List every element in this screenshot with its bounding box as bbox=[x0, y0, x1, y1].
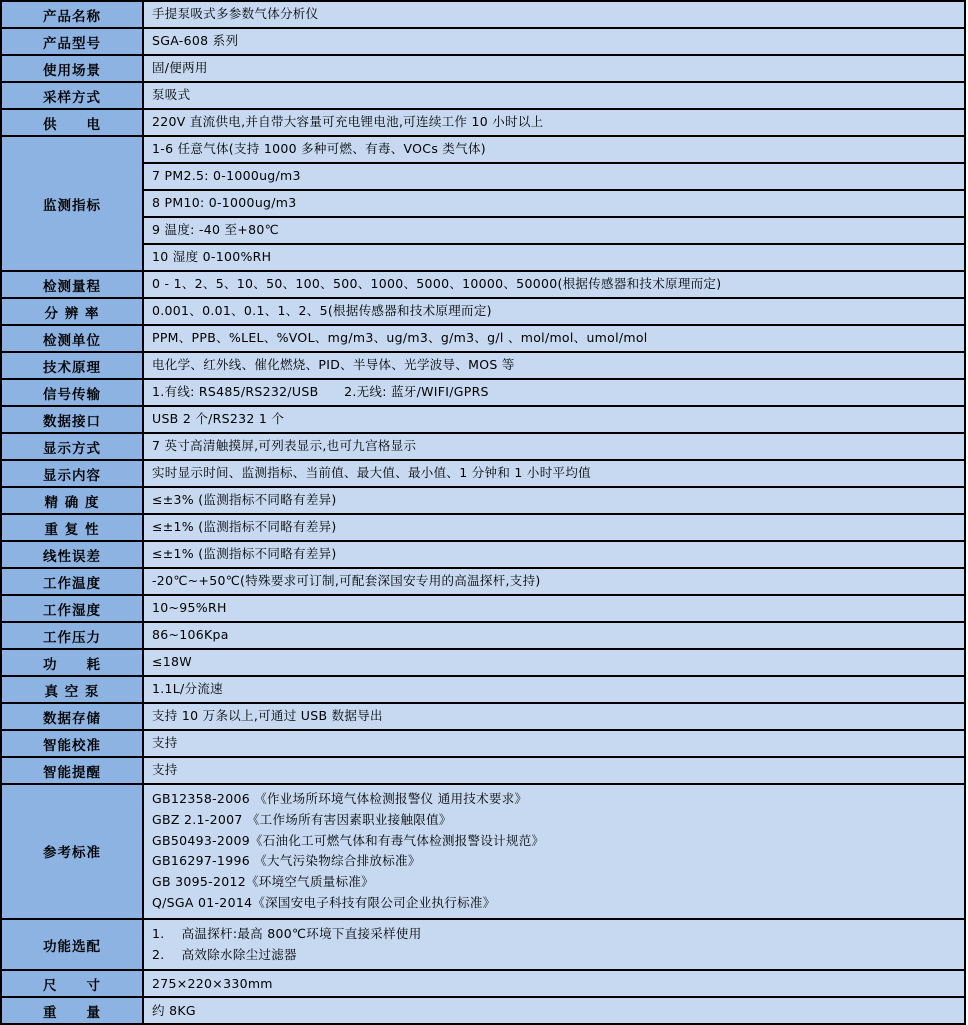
spec-value-cell: 手提泵吸式多参数气体分析仪 bbox=[143, 1, 965, 28]
spec-row bbox=[1, 541, 965, 568]
spec-row bbox=[1, 271, 965, 298]
spec-value-cell: PPM、PPB、%LEL、%VOL、mg/m3、ug/m3、g/m3、g/l 、mol/mol、umol/mol bbox=[143, 325, 965, 352]
spec-row-label: 工作温度 bbox=[1, 568, 143, 595]
spec-value-cell: 1.1L/分流速 bbox=[143, 676, 965, 703]
spec-row bbox=[1, 298, 965, 325]
spec-row bbox=[1, 595, 965, 622]
spec-row bbox=[1, 55, 965, 82]
spec-row-label: 产品名称 bbox=[1, 1, 143, 28]
spec-value-line: 2. 高效除水除尘过滤器 bbox=[152, 946, 297, 962]
spec-sub-row bbox=[1, 217, 965, 244]
spec-sub-row bbox=[1, 136, 965, 163]
spec-value-cell: SGA-608 系列 bbox=[143, 28, 965, 55]
spec-value-cell: ≤±3% (监测指标不同略有差异) bbox=[143, 487, 965, 514]
spec-row bbox=[1, 460, 965, 487]
spec-row-label: 产品型号 bbox=[1, 28, 143, 55]
spec-row bbox=[1, 109, 965, 136]
spec-value-cell: 约 8KG bbox=[143, 997, 965, 1024]
spec-row-label: 分 辨 率 bbox=[1, 298, 143, 325]
spec-row bbox=[1, 622, 965, 649]
spec-sub-row bbox=[1, 244, 965, 271]
spec-row-label: 功 耗 bbox=[1, 649, 143, 676]
spec-value-line: 1. 高温探杆:最高 800℃环境下直接采样使用 bbox=[152, 925, 422, 941]
spec-row bbox=[1, 703, 965, 730]
spec-row bbox=[1, 649, 965, 676]
spec-value-cell: 7 英寸高清触摸屏,可列表显示,也可九宫格显示 bbox=[143, 433, 965, 460]
spec-row bbox=[1, 379, 965, 406]
spec-value-cell: 220V 直流供电,并自带大容量可充电锂电池,可连续工作 10 小时以上 bbox=[143, 109, 965, 136]
spec-value-cell: 8 PM10: 0-1000ug/m3 bbox=[143, 190, 965, 217]
spec-value-cell bbox=[143, 784, 965, 919]
spec-value-cell: ≤±1% (监测指标不同略有差异) bbox=[143, 541, 965, 568]
spec-row-label: 信号传输 bbox=[1, 379, 143, 406]
spec-row-label: 数据存储 bbox=[1, 703, 143, 730]
spec-value-cell: 7 PM2.5: 0-1000ug/m3 bbox=[143, 163, 965, 190]
spec-row bbox=[1, 325, 965, 352]
spec-row bbox=[1, 406, 965, 433]
spec-row bbox=[1, 757, 965, 784]
spec-row-label: 显示内容 bbox=[1, 460, 143, 487]
spec-value-cell: 1-6 任意气体(支持 1000 多种可燃、有毒、VOCs 类气体) bbox=[143, 136, 965, 163]
spec-value-cell: -20℃~+50℃(特殊要求可订制,可配套深国安专用的高温探杆,支持) bbox=[143, 568, 965, 595]
spec-value-cell: 0.001、0.01、0.1、1、2、5(根据传感器和技术原理而定) bbox=[143, 298, 965, 325]
spec-value-line: GB 3095-2012《环境空气质量标准》 bbox=[152, 874, 374, 890]
spec-sub-row bbox=[1, 163, 965, 190]
spec-row bbox=[1, 1, 965, 28]
spec-value-cell: 10 湿度 0-100%RH bbox=[143, 244, 965, 271]
spec-row-label: 真 空 泵 bbox=[1, 676, 143, 703]
spec-row-label: 智能校准 bbox=[1, 730, 143, 757]
spec-row bbox=[1, 919, 965, 971]
spec-value-cell: 0 - 1、2、5、10、50、100、500、1000、5000、10000、50000(根据传感器和技术原理而定) bbox=[143, 271, 965, 298]
spec-row-label: 精 确 度 bbox=[1, 487, 143, 514]
spec-value-cell: 支持 bbox=[143, 730, 965, 757]
spec-row bbox=[1, 82, 965, 109]
spec-row-label: 数据接口 bbox=[1, 406, 143, 433]
spec-row-label: 工作湿度 bbox=[1, 595, 143, 622]
spec-row-label: 功能选配 bbox=[1, 919, 143, 971]
spec-row bbox=[1, 730, 965, 757]
spec-value-cell: 泵吸式 bbox=[143, 82, 965, 109]
spec-row bbox=[1, 487, 965, 514]
spec-row bbox=[1, 970, 965, 997]
spec-value-cell: ≤18W bbox=[143, 649, 965, 676]
spec-row bbox=[1, 352, 965, 379]
spec-value-cell: ≤±1% (监测指标不同略有差异) bbox=[143, 514, 965, 541]
spec-row-label: 重 复 性 bbox=[1, 514, 143, 541]
spec-row bbox=[1, 433, 965, 460]
spec-value-cell: 1.有线: RS485/RS232/USB 2.无线: 蓝牙/WIFI/GPRS bbox=[143, 379, 965, 406]
spec-value-cell: 275×220×330mm bbox=[143, 970, 965, 997]
spec-value-cell: 支持 bbox=[143, 757, 965, 784]
spec-value-line: GB50493-2009《石油化工可燃气体和有毒气体检测报警设计规范》 bbox=[152, 832, 545, 848]
spec-row-label: 线性误差 bbox=[1, 541, 143, 568]
spec-value-cell: 实时显示时间、监测指标、当前值、最大值、最小值、1 分钟和 1 小时平均值 bbox=[143, 460, 965, 487]
spec-row bbox=[1, 997, 965, 1024]
spec-row-label: 智能提醒 bbox=[1, 757, 143, 784]
spec-sub-row bbox=[1, 190, 965, 217]
spec-row-label: 技术原理 bbox=[1, 352, 143, 379]
spec-value-cell: 支持 10 万条以上,可通过 USB 数据导出 bbox=[143, 703, 965, 730]
spec-table-body bbox=[1, 1, 965, 1024]
spec-value-cell: 固/便两用 bbox=[143, 55, 965, 82]
spec-value-line: GB12358-2006 《作业场所环境气体检测报警仪 通用技术要求》 bbox=[152, 791, 528, 806]
spec-row bbox=[1, 514, 965, 541]
spec-value-line: GB16297-1996 《大气污染物综合排放标准》 bbox=[152, 853, 421, 869]
spec-row-label: 检测单位 bbox=[1, 325, 143, 352]
spec-value-cell: USB 2 个/RS232 1 个 bbox=[143, 406, 965, 433]
spec-row-label: 尺 寸 bbox=[1, 970, 143, 997]
spec-row bbox=[1, 676, 965, 703]
spec-row-label: 显示方式 bbox=[1, 433, 143, 460]
spec-value-cell: 86~106Kpa bbox=[143, 622, 965, 649]
spec-row bbox=[1, 28, 965, 55]
spec-value-cell bbox=[143, 919, 965, 971]
spec-value-cell: 9 温度: -40 至+80℃ bbox=[143, 217, 965, 244]
spec-row-label: 参考标准 bbox=[1, 784, 143, 919]
spec-value-line: GBZ 2.1-2007 《工作场所有害因素职业接触限值》 bbox=[152, 811, 452, 827]
spec-row-label: 使用场景 bbox=[1, 55, 143, 82]
spec-row-label: 采样方式 bbox=[1, 82, 143, 109]
spec-row-label: 工作压力 bbox=[1, 622, 143, 649]
spec-row-label: 供 电 bbox=[1, 109, 143, 136]
spec-value-cell: 电化学、红外线、催化燃烧、PID、半导体、光学波导、MOS 等 bbox=[143, 352, 965, 379]
spec-value-cell: 10~95%RH bbox=[143, 595, 965, 622]
spec-row-label: 监测指标 bbox=[1, 136, 143, 271]
spec-row-label: 重 量 bbox=[1, 997, 143, 1024]
spec-row bbox=[1, 784, 965, 919]
spec-row bbox=[1, 568, 965, 595]
spec-value-line: Q/SGA 01-2014《深国安电子科技有限公司企业执行标准》 bbox=[152, 894, 496, 910]
spec-row-label: 检测量程 bbox=[1, 271, 143, 298]
